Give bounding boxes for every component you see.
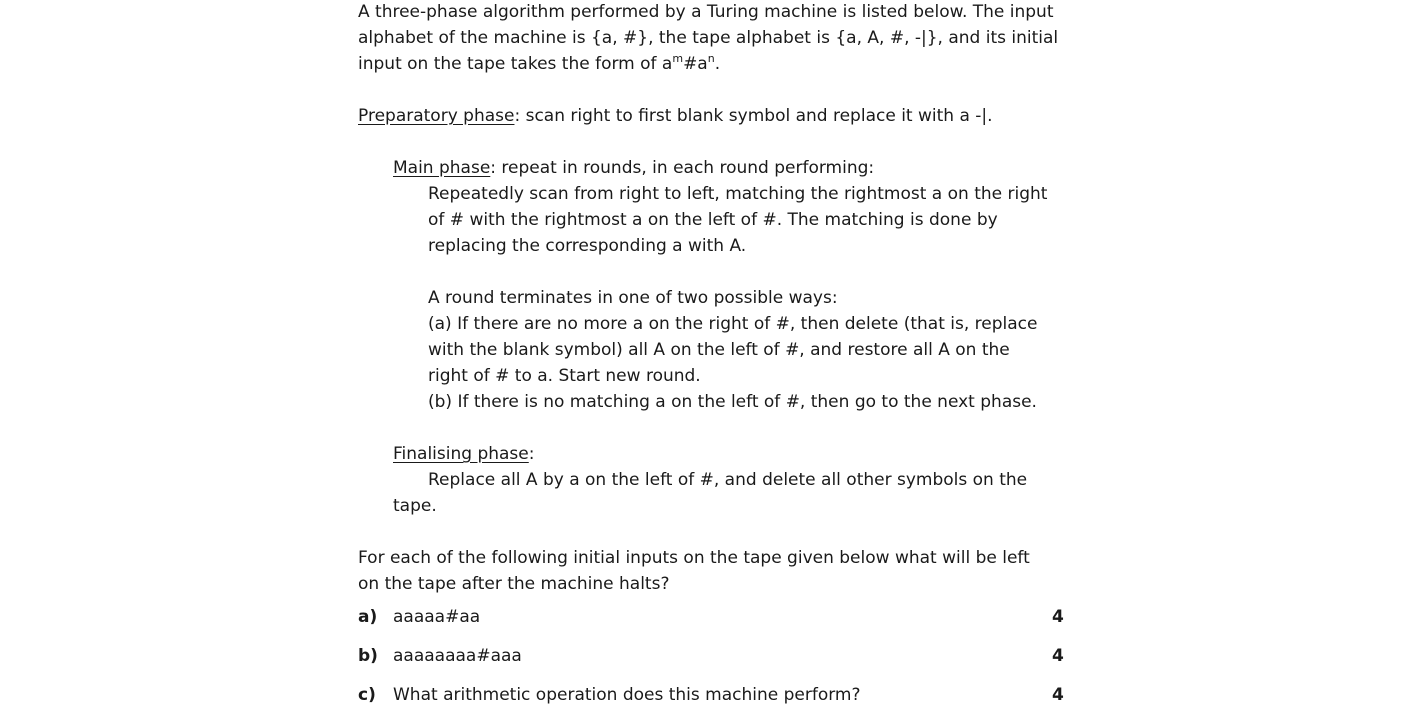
- main-p2-line-2: (a) If there are no more a on the right of #, then delete (that is, replace: [428, 314, 1038, 334]
- part-b-marks: 4: [1052, 646, 1064, 666]
- intro-text-mid: #a: [683, 54, 708, 74]
- superscript-m: m: [672, 52, 684, 65]
- main-phase-text: : repeat in rounds, in each round performing:: [490, 158, 875, 178]
- main-p2-line-4: right of # to a. Start new round.: [428, 366, 701, 386]
- main-p2-line-1: A round terminates in one of two possible ways:: [428, 288, 838, 308]
- preparatory-phase-title: Preparatory phase: [358, 106, 515, 126]
- main-p1-line-1: Repeatedly scan from right to left, matching the rightmost a on the right: [428, 184, 1048, 204]
- part-b-text: aaaaaaaa#aaa: [393, 646, 522, 666]
- part-b: [358, 643, 522, 669]
- main-p1-line-3: replacing the corresponding a with A.: [428, 236, 747, 256]
- intro-text-post: .: [714, 54, 721, 74]
- main-phase: [393, 155, 874, 181]
- part-a: [358, 604, 480, 630]
- finalising-line-1: Replace all A by a on the left of #, and delete all other symbols on the: [428, 470, 1028, 490]
- superscript-n: n: [707, 52, 715, 65]
- intro-line-2: alphabet of the machine is {a, #}, the tape alphabet is {a, A, #, -|}, and its initial: [358, 28, 1059, 48]
- preparatory-phase-text: : scan right to first blank symbol and replace it with a -|.: [514, 106, 993, 126]
- main-p1-line-2: of # with the rightmost a on the left of #. The matching is done by: [428, 210, 998, 230]
- intro-line-3: [358, 51, 720, 77]
- main-phase-title: Main phase: [393, 158, 491, 178]
- intro-text-pre: input on the tape takes the form of a: [358, 54, 673, 74]
- part-b-label: b): [358, 646, 378, 666]
- finalising-phase-colon: :: [528, 444, 535, 464]
- part-c: [358, 682, 861, 708]
- part-a-marks: 4: [1052, 607, 1064, 627]
- preparatory-phase: [358, 103, 993, 129]
- question-line-1: For each of the following initial inputs on the tape given below what will be left: [358, 548, 1030, 568]
- part-a-label: a): [358, 607, 378, 627]
- main-p2-line-5: (b) If there is no matching a on the left of #, then go to the next phase.: [428, 392, 1037, 412]
- question-line-2: on the tape after the machine halts?: [358, 574, 670, 594]
- part-c-text: What arithmetic operation does this machine perform?: [393, 685, 861, 705]
- part-a-text: aaaaa#aa: [393, 607, 481, 627]
- main-p2-line-3: with the blank symbol) all A on the left of #, and restore all A on the: [428, 340, 1010, 360]
- finalising-phase: [393, 441, 535, 467]
- part-c-label: c): [358, 685, 376, 705]
- intro-line-1: A three-phase algorithm performed by a Turing machine is listed below. The input: [358, 2, 1054, 22]
- finalising-line-2: tape.: [393, 496, 437, 516]
- finalising-phase-title: Finalising phase: [393, 444, 529, 464]
- part-c-marks: 4: [1052, 685, 1064, 705]
